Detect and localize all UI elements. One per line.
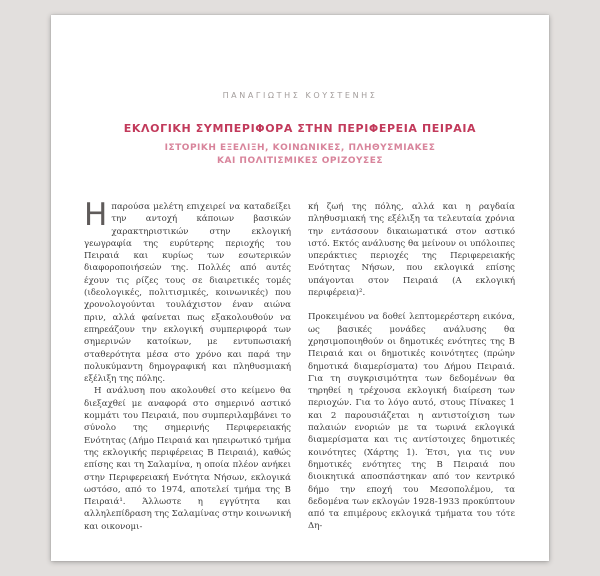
right-column: [308, 201, 515, 533]
subtitle-line-1: ΙΣΤΟΡΙΚΗ ΕΞΕΛΙΞΗ, ΚΟΙΝΩΝΙΚΕΣ, ΠΛΗΘΥΣΜΙΑΚΕΣ: [164, 143, 436, 153]
paper-page: [51, 15, 549, 561]
paragraph-3: Προκειμένου να δοθεί λεπτομερέστερη εικόνα, ως βασικές μονάδες ανάλυσης θα χρησιμοποιηθούν οι δημοτικές ενότητες της Β Πειραιά και οι δημοτικές κοινότητες (πρώην δημοτικά διαμερίσματα) του Δήμου Πειραιά. Για τη συγκρισιμότητα των δεδομένων θα τηρηθεί η τρέχουσα εκλογική διαίρεση των περιοχών. Για το λόγο αυτό, στους Πίνακες 1 και 2 παρουσιάζεται η αντιστοίχιση των παλαιών ενοριών με τα τωρινά εκλογικά διαμερίσματα και τις αντίστοιχες δημοτικές κοινότητες (Χάρτης 1). Έτσι, για τις νυν δημοτικές ενότητες της Β Πειραιά που διοικητικά αποσπάστηκαν από τον κεντρικό δήμο την εποχή του Μεσοπολέμου, τα δεδομένα των εκλογών 1928-1933 προκύπτουν από τα επιμέρους εκλογικά τμήματα του τότε Δη-: [308, 312, 515, 532]
paper-subtitle: [84, 142, 516, 168]
paragraph-1: [84, 197, 291, 385]
paragraph-2: Η ανάλυση που ακολουθεί στο κείμενο θα διεξαχθεί με αναφορά στο σημερινό αστικό κομμάτι του Πειραιά, που συμπεριλαμβάνει το σύνολο της σημερινής Περιφερειακής Ενότητας (Δήμο Πειραιά και ηπειρωτικό τμήμα της εκλογικής περιφέρειας Β Πειραιά), καθώς επίσης και τη Σαλαμίνα, η οποία πλέον ανήκει στην Περιφερειακή Ενότητα Νήσων, εκλογικά ωστόσο, από το 1974, αποτελεί τμήμα της Β Πειραιά¹. Άλλωστε η εγγύτητα και αλληλεπίδραση της Σαλαμίνας στην κοινωνική και οικονομι-: [84, 386, 291, 532]
drop-cap: Η: [84, 197, 108, 233]
body-columns: [84, 197, 516, 533]
subtitle-line-2: ΚΑΙ ΠΟΛΙΤΙΣΜΙΚΕΣ ΟΡΙΖΟΥΣΕΣ: [217, 156, 383, 166]
author-name: ΠΑΝΑΓΙΩΤΗΣ ΚΟΥΣΤΕΝΗΣ: [222, 91, 378, 100]
paragraph-1-text: παρούσα μελέτη επιχειρεί να καταδείξει την αντοχή κάποιων βασικών χαρακτηριστικών στην εκλογική γεωγραφία της ευρύτερης περιοχής του Πειραιά και κυρίως των εσωτερικών διαφοροποιήσεών της. Πολλές από αυτές έχουν τις ρίζες τους σε διαιρετικές τομές (ιδεολογικές, πολιτισμικές, κοινωνικές) που χρονολογούνται τουλάχιστον έναν αιώνα πριν, αλλά φαίνεται πως εξακολουθούν να επηρεάζουν την εκλογική συμπεριφορά των σημερινών κατοίκων, με εντυπωσιακή σταθερότητα μέσα στο χρόνο και παρά την πολυκύμαντη δημογραφική και πληθυσμιακή εξέλιξη της πόλης.: [84, 202, 291, 385]
paper-title: ΕΚΛΟΓΙΚΗ ΣΥΜΠΕΡΙΦΟΡΑ ΣΤΗΝ ΠΕΡΙΦΕΡΕΙΑ ΠΕΙΡΑΙΑ: [123, 122, 477, 135]
left-column: [84, 197, 291, 533]
paragraph-2-continuation: κή ζωή της πόλης, αλλά και η ραγδαία πληθυσμιακή της εξέλιξη τα τελευταία χρόνια την εντάσσουν δικαιωματικά στον αστικό ιστό. Εκτός ανάλυσης θα μείνουν οι υπόλοιπες υπεράκτιες περιοχές της Περιφερειακής Ενότητας Νήσων, που εκλογικά επίσης υπάγονται στον Πειραιά (Α εκλογική περιφέρεια)².: [308, 202, 515, 299]
